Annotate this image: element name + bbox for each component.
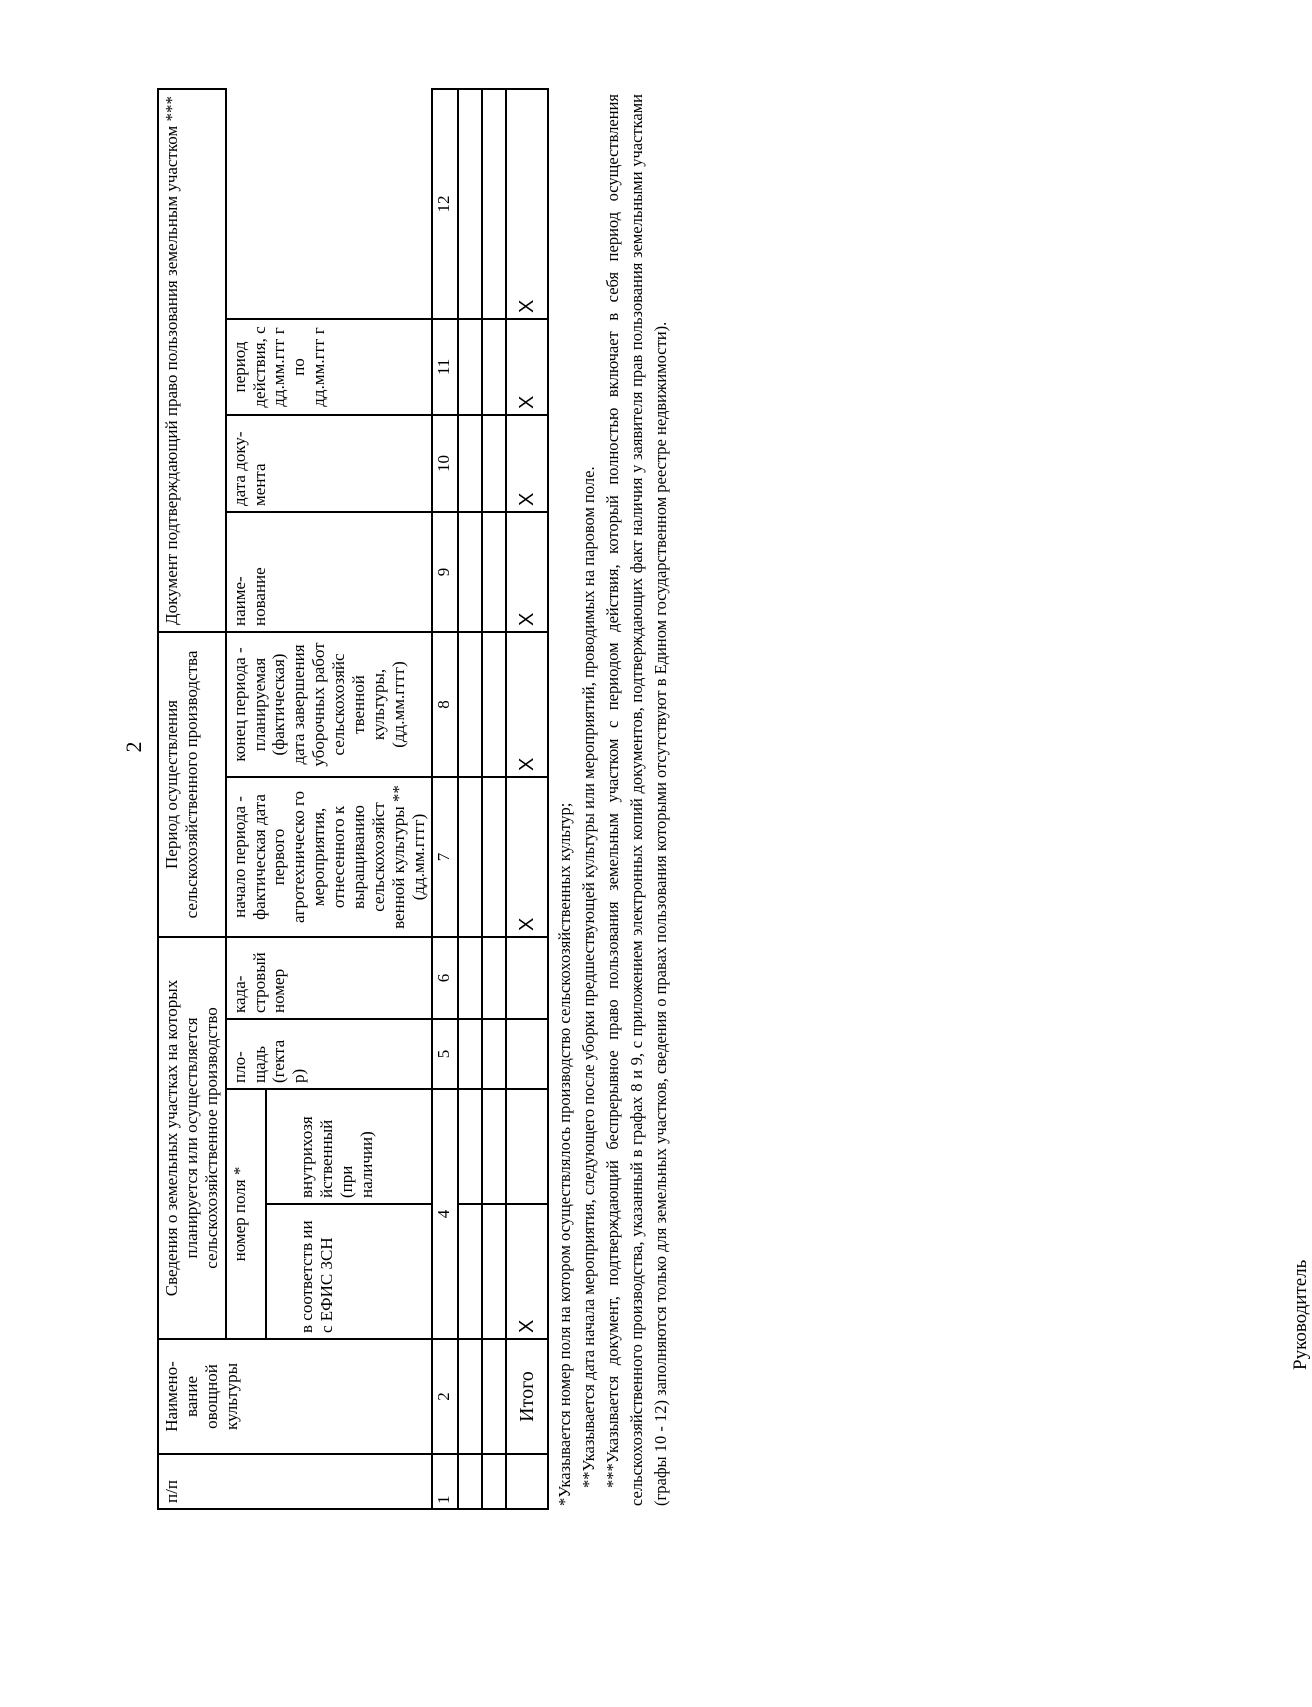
header-period-start: начало периода - фактическая дата первого агротехническо го мероприятия, отнесенного к выращиванию сельскохозяйст венной культуры ** (дд.мм.гггг) (226, 777, 433, 937)
header-land-info: Сведения о земельных участках на которых планируется или осуществляется сельскохозяйственное производство (158, 937, 226, 1339)
header-field-internal: внутрихозя йственный (при наличии) (266, 1089, 432, 1204)
total-cell (506, 1019, 548, 1089)
crop-land-table (157, 88, 549, 1510)
total-cell: X (506, 1204, 548, 1339)
table-row (482, 89, 506, 1509)
header-num: п/п (158, 1454, 432, 1509)
footnote-3: ***Указывается документ, подтверждающий беспрерывное право пользования земельным участком с периодом действия, который полностью включает в себя период осуществления сельскохозяйственного производства, указанный в графах 8 и 9, с приложением электронных копий документов, подтверждающих факт наличия у заявителя прав пользования земельными участками (графы 10 - 12) заполняются только для земельных участков, сведения о правах пользования которыми отсутствуют в Едином государственном реестре недвижимости). (603, 94, 671, 1506)
total-cell: X (506, 319, 548, 415)
header-doc-name: наиме-нование (226, 512, 433, 632)
total-cell: X (506, 512, 548, 632)
header-doc-date: дата доку-мента (226, 415, 433, 512)
page-number: 2 (121, 741, 146, 753)
header-field-efis: в соответств ии с ЕФИС ЗСН (266, 1204, 432, 1339)
rotated-table-sheet (157, 90, 1037, 1510)
signature-label: Руководитель (1290, 1259, 1311, 1370)
column-number: 5 (432, 1019, 458, 1089)
header-doc-period: период действия, с дд.мм.ггг г по дд.мм.ггг г (226, 319, 433, 415)
header-cadastral: када-стровый номер (226, 937, 433, 1019)
total-label: Итого (506, 1339, 548, 1454)
table-row (458, 89, 482, 1509)
column-number: 9 (432, 512, 458, 632)
header-field-number: номер поля * (226, 1089, 266, 1339)
column-number: 8 (432, 632, 458, 777)
column-number: 10 (432, 415, 458, 512)
column-number-row (432, 89, 458, 1509)
column-number: 4 (434, 1209, 454, 1219)
footnotes (549, 90, 675, 1510)
header-period: Период осуществления сельскохозяйственного производства (158, 632, 226, 937)
column-number: 12 (432, 89, 458, 319)
header-document: Документ подтверждающий право пользования земельным участком *** (158, 89, 226, 632)
total-cell: X (506, 89, 548, 319)
column-number: 7 (432, 777, 458, 937)
total-row (506, 89, 548, 1509)
header-area: пло-щадь (гекта р) (226, 1019, 433, 1089)
header-period-end: конец периода - планируемая (фактическая) дата завершения уборочных работ сельскохозяйс твенной культуры, (дд.мм.гггг) (226, 632, 433, 777)
column-number: 11 (432, 319, 458, 415)
column-number: 2 (432, 1339, 458, 1454)
total-cell: X (506, 632, 548, 777)
total-cell: X (506, 777, 548, 937)
column-number-merged (432, 1089, 458, 1339)
total-cell (506, 1089, 548, 1204)
footnote-2: **Указывается дата начала мероприятия, следующего после уборки предшествующей культуры или мероприятий, проводимых на паровом поле. (579, 466, 599, 1488)
total-cell: X (506, 415, 548, 512)
header-crop-name: Наимено-вание овощной культуры (158, 1339, 432, 1454)
footnote-1: *Указывается номер поля на котором осуществлялось производство сельскохозяйственных культур; (555, 802, 575, 1506)
column-number: 6 (432, 937, 458, 1019)
total-cell (506, 937, 548, 1019)
column-number: 1 (432, 1454, 458, 1509)
